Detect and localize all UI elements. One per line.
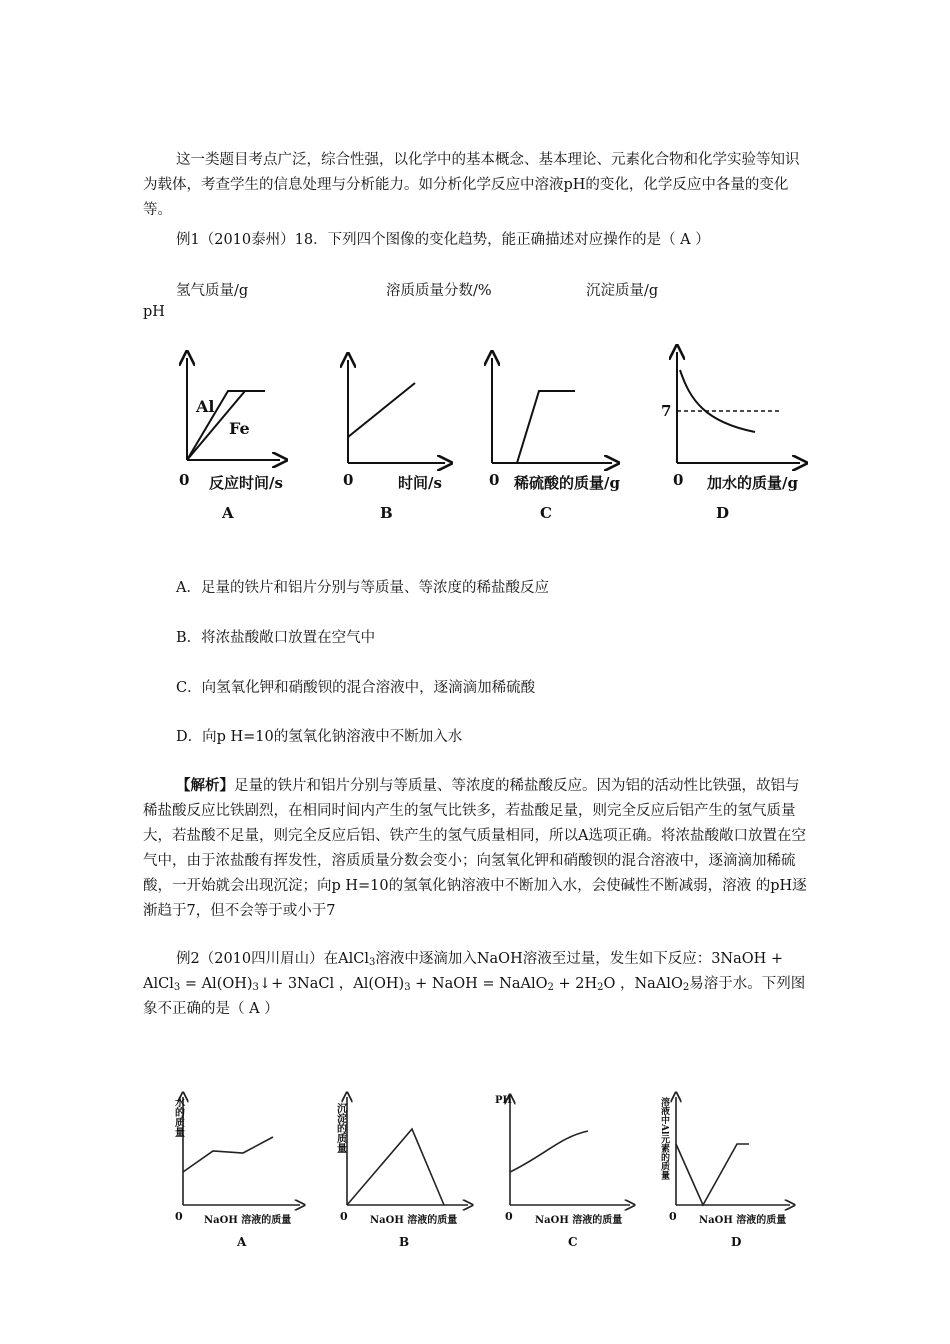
xlabel2-b: NaOH 溶液的质量 <box>370 1215 458 1226</box>
ylabel2-d: 溶液中Al元素的质量 <box>659 1097 669 1180</box>
ylabel-c: 沉淀质量/g <box>586 283 659 299</box>
ylabel2-c: PH <box>495 1095 512 1106</box>
origin2-d: 0 <box>669 1210 677 1223</box>
letter-a: A <box>222 504 234 522</box>
chart2-d <box>659 1096 790 1249</box>
ref-label-d: 7 <box>661 402 672 420</box>
series-fe-label: Fe <box>229 419 250 438</box>
xlabel-a: 反应时间/s <box>209 474 283 492</box>
intro-paragraph: 这一类题目考点广泛，综合性强，以化学中的基本概念、基本理论、元素化合物和化学实验等知识为载体，考查学生的信息处理与分析能力。如分析化学反应中溶液pH的变化，化学反应中各量的变化等。 <box>143 152 800 218</box>
series-al-label: Al <box>196 397 215 416</box>
example2-figure <box>0 1085 950 1265</box>
xlabel2-c: NaOH 溶液的质量 <box>535 1215 623 1226</box>
origin-d: 0 <box>673 471 684 489</box>
origin2-b: 0 <box>340 1210 348 1223</box>
analysis-paragraph <box>143 773 811 924</box>
chart2-c <box>495 1095 630 1249</box>
line-c <box>517 391 575 463</box>
origin-a: 0 <box>179 471 190 489</box>
line2-d <box>676 1144 749 1205</box>
option-b: B．将浓盐酸敞口放置在空气中 <box>176 630 376 646</box>
letter2-c: C <box>568 1235 578 1249</box>
xlabel2-d: NaOH 溶液的质量 <box>699 1215 787 1226</box>
letter2-b: B <box>399 1235 410 1249</box>
example2-question: 例2（2010四川眉山）在AlCl$_3$溶液中逐滴加入NaOH溶液至过量，发生如下反应：3NaOH + AlCl$_3$ = $Al(OH)_3↓+$ 3NaCl ，$Al(OH)_3$ + NaOH = NaAlO$_2$ + $2H_2O$ ，NaAlO$_2$易溶于水。下列图象不正确的是（ A ） <box>143 951 806 1017</box>
xlabel-c: 稀硫酸的质量/g <box>514 474 620 492</box>
letter-b: B <box>380 504 393 522</box>
origin2-c: 0 <box>505 1210 513 1223</box>
ylabel-d: pH <box>143 304 165 320</box>
letter-d: D <box>716 504 730 522</box>
xlabel-b: 时间/s <box>398 474 442 492</box>
chart2-a <box>173 1096 301 1249</box>
ylabel2-b: 沉淀的质量 <box>334 1103 346 1153</box>
line-b <box>348 383 415 437</box>
example1-figure <box>0 340 950 540</box>
line2-c <box>510 1131 588 1172</box>
chart-a <box>179 358 283 522</box>
letter2-a: A <box>237 1235 247 1249</box>
option-c: C．向氢氧化钾和硝酸钡的混合溶液中，逐滴滴加稀硫酸 <box>176 680 536 696</box>
letter-c: C <box>540 504 552 522</box>
origin-c: 0 <box>489 471 500 489</box>
line2-b <box>347 1129 444 1205</box>
xlabel2-a: NaOH 溶液的质量 <box>204 1215 292 1226</box>
analysis-label: 【解析】 <box>176 777 234 794</box>
chart2-b <box>335 1097 469 1249</box>
curve-d <box>680 370 755 432</box>
option-a: A．足量的铁片和铝片分别与等质量、等浓度的稀盐酸反应 <box>176 580 549 596</box>
analysis-text: 足量的铁片和铝片分别与等质量、等浓度的稀盐酸反应。因为铝的活动性比铁强，故铝与稀盐酸反应比铁剧烈，在相同时间内产生的氢气比铁多，若盐酸足量，则完全反应后铝产生的氢气质量大，若盐酸不足量，则完全反应后铝、铁产生的氢气质量相同，所以A选项正确。将浓盐酸敞口放置在空气中，由于浓盐酸有挥发性，溶质质量分数会变小；向氢氧化钾和硝酸钡的混合溶液中，逐滴滴加稀硫酸，一开始就会出现沉淀；向p H=10的氢氧化钠溶液中不断加入水，会使碱性不断减弱，溶液 的pH逐渐趋于7，但不会等于或小于7 <box>143 778 807 919</box>
ylabel-b: 溶质质量分数/% <box>386 283 492 299</box>
example1-question: 例1（2010泰州）18．下列四个图像的变化趋势，能正确描述对应操作的是（ A ） <box>176 232 710 248</box>
ylabel-a: 氢气质量/g <box>176 283 249 299</box>
chart-d <box>661 352 800 522</box>
chart-c <box>489 358 620 522</box>
line2-a <box>183 1137 273 1172</box>
letter2-d: D <box>731 1235 742 1249</box>
ylabel2-a: 水的质量 <box>172 1097 184 1137</box>
chart-b <box>343 360 445 522</box>
option-d: D．向p H=10的氢氧化钠溶液中不断加入水 <box>176 729 463 745</box>
origin2-a: 0 <box>175 1210 183 1223</box>
xlabel-d: 加水的质量/g <box>707 474 798 492</box>
origin-b: 0 <box>343 471 354 489</box>
